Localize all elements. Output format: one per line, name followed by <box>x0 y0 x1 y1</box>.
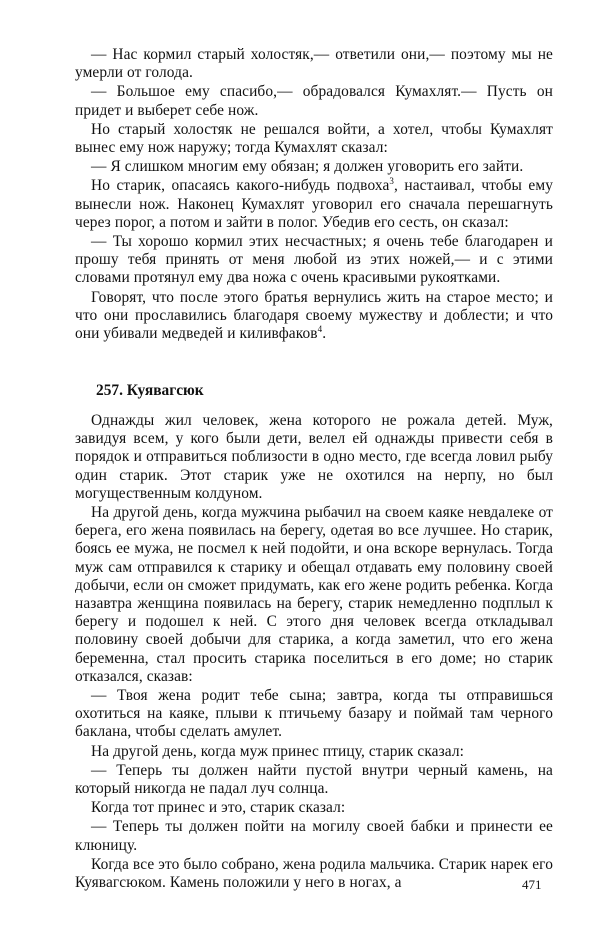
paragraph: — Большое ему спасибо,— обрадовался Кумахлят.— Пусть он придет и выберет себе нож. <box>75 83 553 119</box>
paragraph-text: . <box>322 325 327 343</box>
story-heading: 257. Куявагсюк <box>96 382 204 399</box>
paragraph: — Я слишком многим ему обязан; я должен уговорить его зайти. <box>91 158 524 176</box>
paragraph-text: Но старик, опасаясь какого-нибудь подвоха <box>91 177 390 195</box>
paragraph: — Твоя жена родит тебе сына; завтра, когда ты отправишься охотиться на каяке, плыви к птичьему базару и поймай там черного баклана, чтобы сделать амулет. <box>75 687 553 741</box>
paragraph: Но старый холостяк не решался войти, а хотел, чтобы Кумахлят вынес ему нож наружу; тогда Кумахлят сказал: <box>75 120 553 157</box>
footnote-ref[interactable]: 4 <box>317 324 323 335</box>
paragraph: — Ты хорошо кормил этих несчастных; я очень тебе благодарен и прошу тебя принять от меня любой из этих ножей,— и с этими словами протянул ему два ножа с очень красивыми рукоятками. <box>75 233 553 287</box>
paragraph: На другой день, когда муж принес птицу, старик сказал: <box>91 742 465 760</box>
paragraph: — Нас кормил старый холостяк,— ответили они,— поэтому мы не умерли от голода. <box>75 46 553 82</box>
paragraph: Когда все это было собрано, жена родила мальчика. Старик нарек его Куявагсюком. Камень положили у него в ногах, а <box>75 855 553 892</box>
page-number: 471 <box>522 877 542 892</box>
paragraph: — Теперь ты должен пойти на могилу своей бабки и принести ее клюницу. <box>75 818 553 854</box>
section-text-top <box>75 46 553 343</box>
paragraph <box>75 177 553 232</box>
paragraph: На другой день, когда мужчина рыбачил на своем каяке невдалеке от берега, его жена появилась на берегу, одетая во все лучшее. Но старик, боясь ее мужа, не посмел к ней подойти, и она вскоре вернулась. Тогда муж сам отправился к старику и обещал отдавать ему половину своей добычи, если он сможет придумать, как его жене родить ребенка. Когда назавтра женщина появилась на берегу, старик немедленно подплыл к берегу и подошел к ней. С этого дня человек всегда откладывал половину своей добычи для старика, а когда заметил, что его жена беременна, стал просить старика поселиться в его доме; но старик отказался, сказав: <box>75 504 553 685</box>
paragraph: Однажды жил человек, жена которого не рожала детей. Муж, завидуя всем, у кого были дети, велел ей однажды привести себя в порядок и отправиться поблизости в одно место, где всегда ловил рыбу один старик. Этот старик уже не охотился на нерпу, но был могущественным колдуном. <box>75 412 553 502</box>
paragraph <box>75 289 553 344</box>
footnote-ref[interactable]: 3 <box>389 176 394 187</box>
paragraph: Когда тот принес и это, старик сказал: <box>91 799 346 817</box>
paragraph: — Теперь ты должен найти пустой внутри черный камень, на который никогда не падал луч солнца. <box>75 761 553 798</box>
section-text-bottom <box>75 412 553 892</box>
paragraph-text: Говорят, что после этого братья вернулись жить на старое место; и что они прославились благодаря своему мужеству и доблести; и что они убивали медведей и киливфаков <box>75 288 553 343</box>
paragraph-text: , настаивал, чтобы ему вынесли нож. Наконец Кумахлят уговорил его сначала перешагнуть через порог, а потом и зайти в полог. Убедив его сесть, он сказал: <box>75 177 553 231</box>
